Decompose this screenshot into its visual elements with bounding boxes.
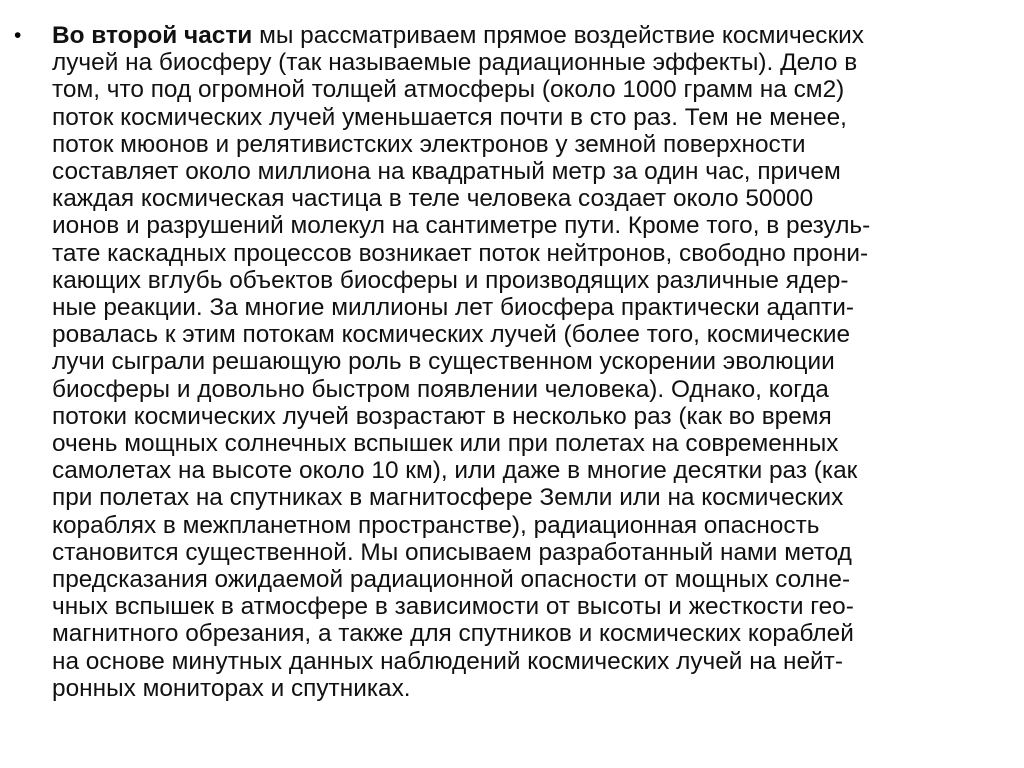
paragraph-line: каждая космическая частица в теле человека создает около 50000 — [52, 185, 814, 213]
paragraph-line — [52, 22, 1004, 49]
paragraph-line: на основе минутных данных наблюдений космических лучей на нейт- — [52, 647, 843, 675]
paragraph-line: потоки космических лучей возрастают в несколько раз (как во время — [52, 402, 832, 430]
paragraph-line: при полетах на спутниках в магнитосфере Земли или на космических — [52, 484, 844, 512]
first-line-text: мы рассматриваем прямое воздействие космических — [252, 22, 864, 49]
paragraph-line: кающих вглубь объектов биосферы и производящих различные ядер- — [52, 266, 849, 294]
paragraph-line: кораблях в межпланетном пространстве), радиационная опасность — [52, 511, 820, 539]
paragraph-line: ровалась к этим потокам космических лучей (более того, космические — [52, 321, 851, 349]
paragraph-line: составляет около миллиона на квадратный метр за один час, причем — [52, 158, 841, 186]
paragraph-line: очень мощных солнечных вспышек или при полетах на современных — [52, 430, 839, 458]
paragraph-line: чных вспышек в атмосфере в зависимости от высоты и жесткости гео- — [52, 593, 854, 621]
paragraph-line: становится существенной. Мы описываем разработанный нами метод — [52, 538, 852, 566]
paragraph-line: поток космических лучей уменьшается почти в сто раз. Тем не менее, — [52, 103, 847, 131]
bullet-paragraph — [52, 22, 1004, 702]
bullet-marker: • — [14, 24, 22, 47]
lead-bold-text: Во второй части — [52, 22, 253, 49]
paragraph-line: биосферы и довольно быстром появлении человека). Однако, когда — [52, 375, 829, 403]
paragraph-line: поток мюонов и релятивистских электронов у земной поверхности — [52, 130, 806, 158]
paragraph-line: ронных мониторах и спутниках. — [52, 674, 411, 702]
paragraph-line: лучей на биосферу (так называемые радиационные эффекты). Дело в — [52, 49, 858, 77]
paragraph-line: предсказания ожидаемой радиационной опасности от мощных солне- — [52, 566, 851, 594]
paragraph-line: том, что под огромной толщей атмосферы (около 1000 грамм на см2) — [52, 76, 845, 104]
paragraph-line: тате каскадных процессов возникает поток нейтронов, свободно прони- — [52, 239, 869, 267]
paragraph-line: магнитного обрезания, а также для спутников и космических кораблей — [52, 620, 854, 648]
paragraph-line: лучи сыграли решающую роль в существенном ускорении эволюции — [52, 348, 835, 376]
paragraph-line: ные реакции. За многие миллионы лет биосфера практически адапти- — [52, 294, 854, 322]
paragraph-line: самолетах на высоте около 10 км), или даже в многие десятки раз (как — [52, 457, 858, 485]
paragraph-line: ионов и разрушений молекул на сантиметре пути. Кроме того, в резуль- — [52, 212, 871, 240]
